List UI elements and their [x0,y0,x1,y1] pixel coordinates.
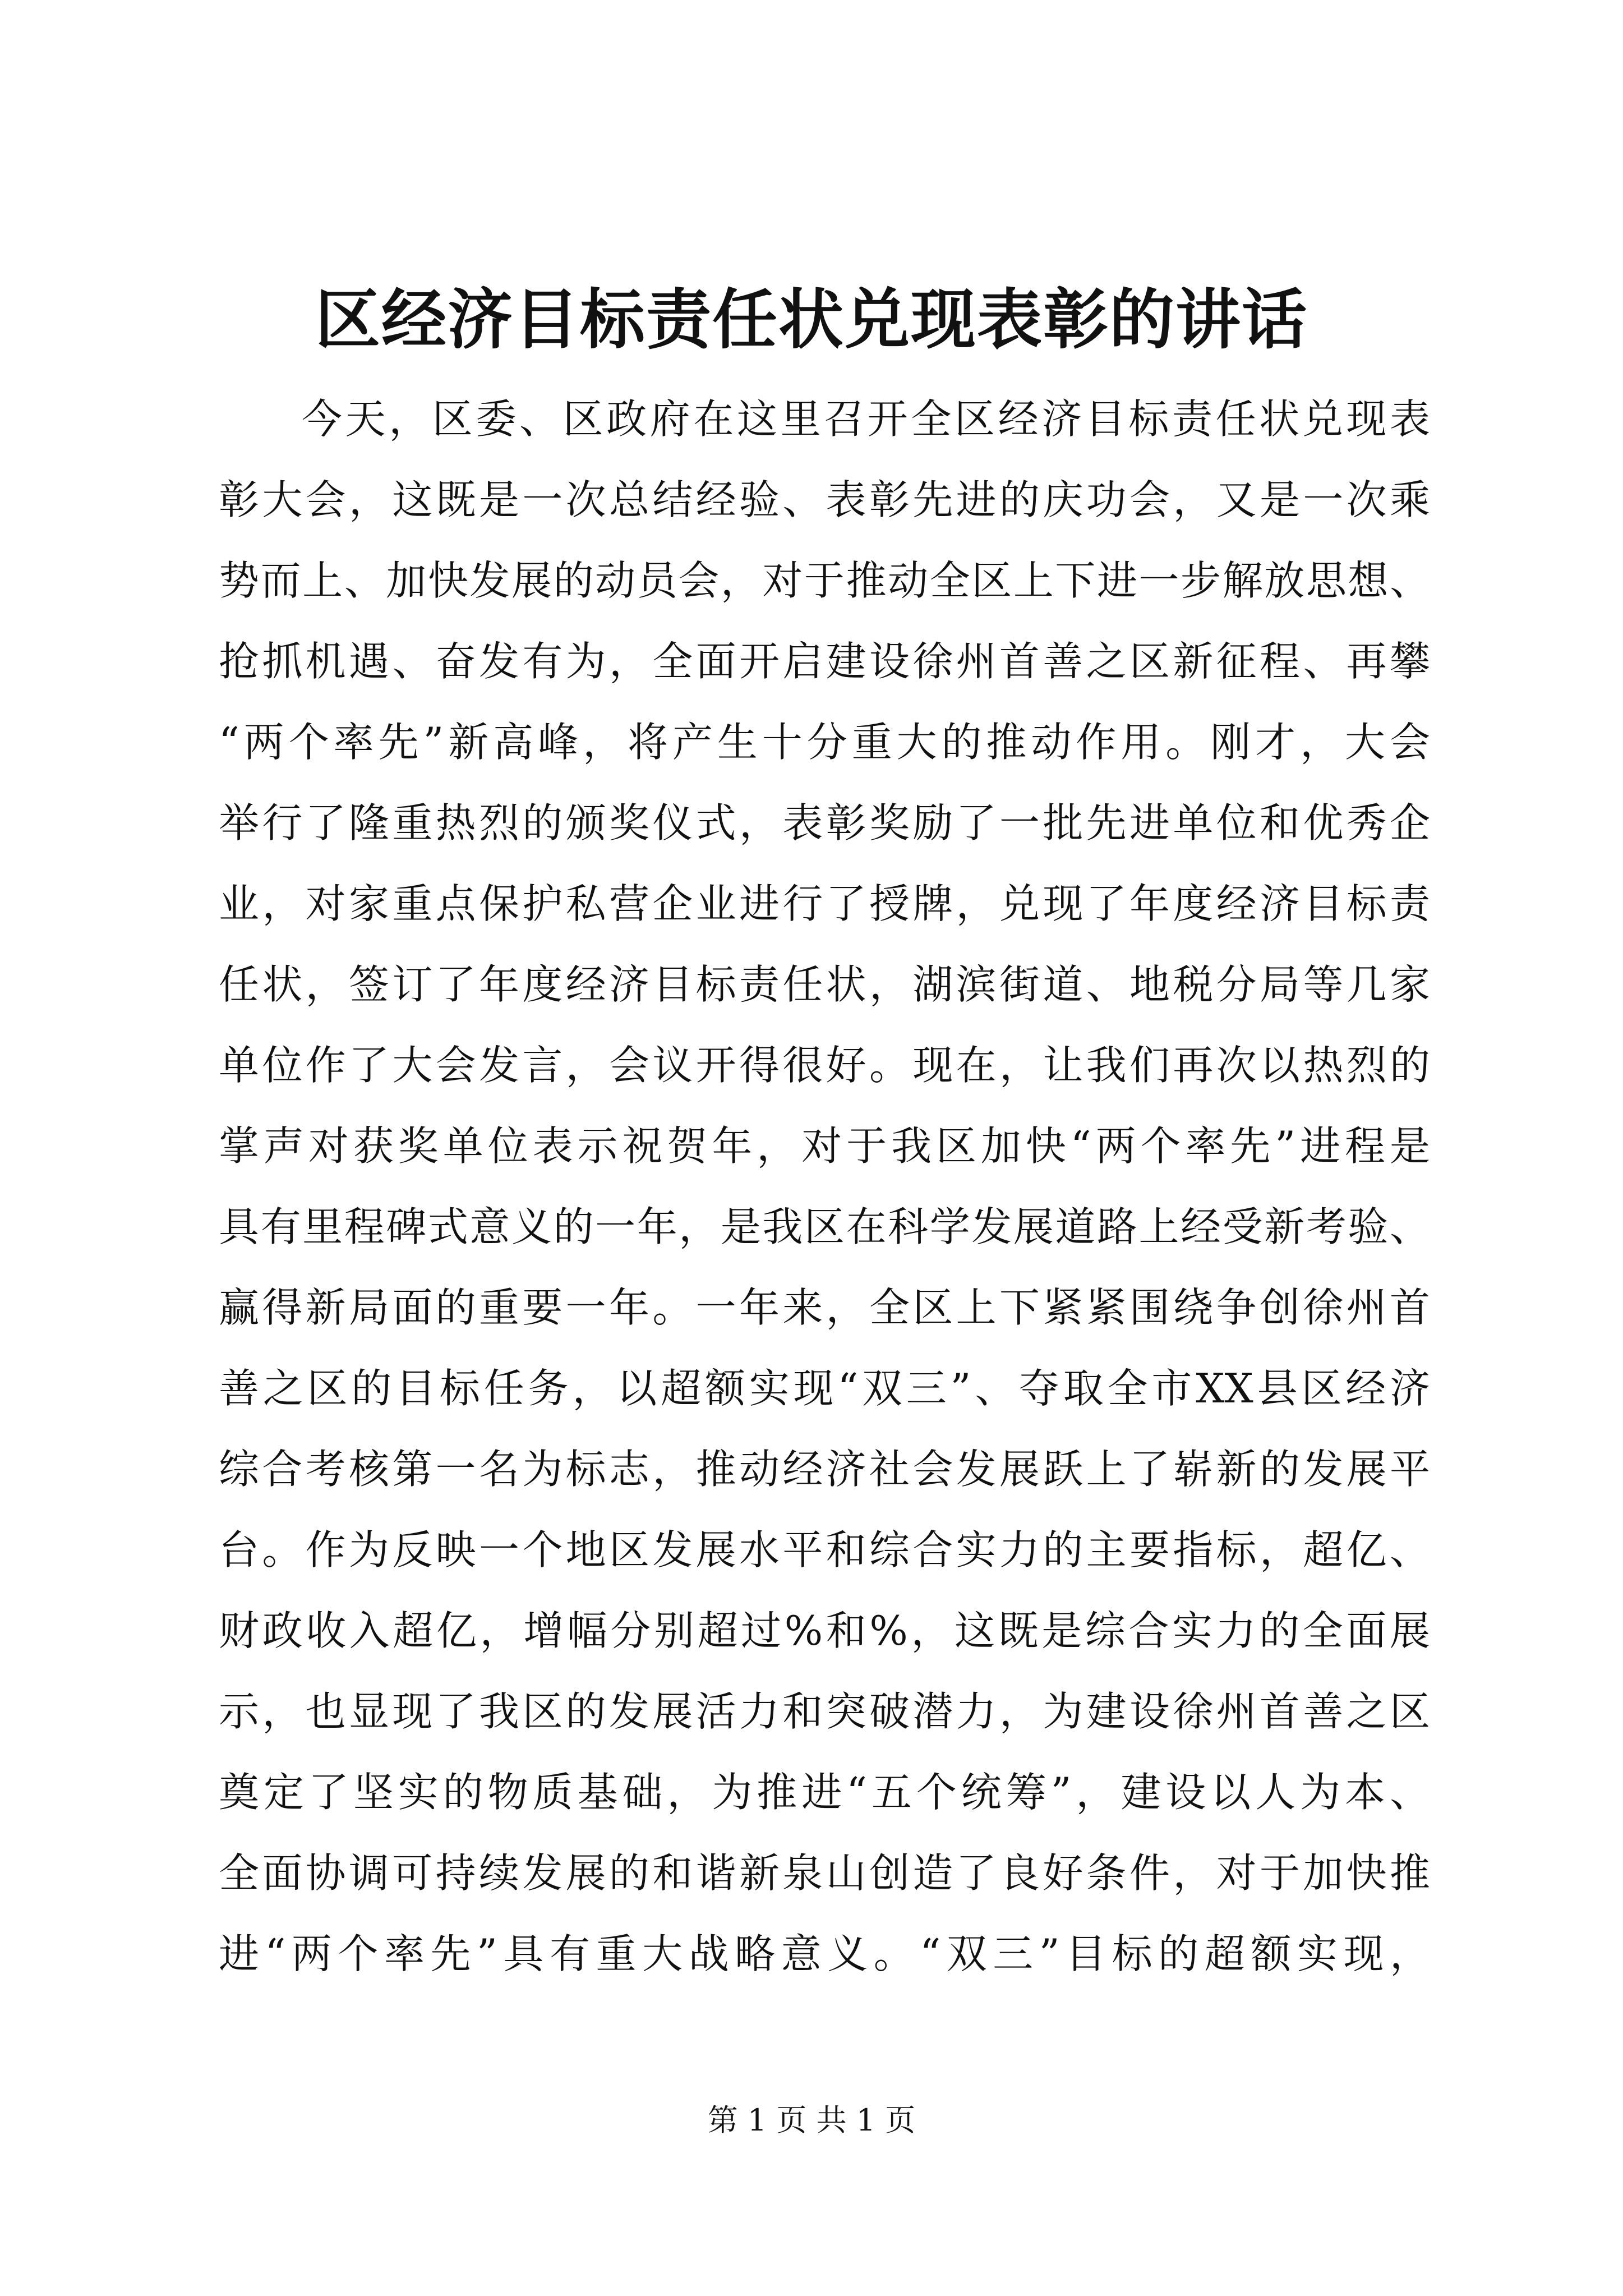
body-line: 任状，签订了年度经济目标责任状，湖滨街道、地税分局等几家 [219,961,1430,1008]
body-line: 财政收入超亿，增幅分别超过%和%，这既是综合实力的全面展 [219,1607,1430,1654]
body-line: 掌声对获奖单位表示祝贺年，对于我区加快“两个率先”进程是 [219,1122,1430,1170]
body-line: “两个率先”新高峰，将产生十分重大的推动作用。刚才，大会 [219,719,1430,766]
document-title: 区经济目标责任状兑现表彰的讲话 [315,282,1308,358]
body-line: 抢抓机遇、奋发有为，全面开启建设徐州首善之区新征程、再攀 [219,638,1430,685]
body-line: 单位作了大会发言，会议开得很好。现在，让我们再次以热烈的 [219,1042,1430,1089]
body-line: 进“两个率先”具有重大战略意义。“双三”目标的超额实现， [219,1930,1430,1977]
body-line: 彰大会，这既是一次总结经验、表彰先进的庆功会，又是一次乘 [219,476,1430,523]
body-line: 举行了隆重热烈的颁奖仪式，表彰奖励了一批先进单位和优秀企 [219,799,1430,846]
body-line: 示，也显现了我区的发展活力和突破潜力，为建设徐州首善之区 [219,1688,1430,1735]
body-line: 业，对家重点保护私营企业进行了授牌，兑现了年度经济目标责 [219,880,1430,927]
body-line: 全面协调可持续发展的和谐新泉山创造了良好条件，对于加快推 [219,1849,1430,1897]
body-line: 今天，区委、区政府在这里召开全区经济目标责任状兑现表 [302,395,1430,443]
body-line: 赢得新局面的重要一年。一年来，全区上下紧紧围绕争创徐州首 [219,1284,1430,1331]
body-line: 台。作为反映一个地区发展水平和综合实力的主要指标，超亿、 [219,1526,1430,1573]
body-line: 善之区的目标任务，以超额实现“双三”、夺取全市XX县区经济 [219,1365,1430,1412]
body-line: 势而上、加快发展的动员会，对于推动全区上下进一步解放思想、 [219,557,1430,604]
page-number-footer: 第 1 页 共 1 页 [707,2102,916,2138]
document-body [219,379,1430,1994]
body-line: 具有里程碑式意义的一年，是我区在科学发展道路上经受新考验、 [219,1203,1430,1250]
body-line: 综合考核第一名为标志，推动经济社会发展跃上了崭新的发展平 [219,1446,1430,1493]
body-line: 奠定了坚实的物质基础，为推进“五个统筹”，建设以人为本、 [219,1769,1430,1816]
